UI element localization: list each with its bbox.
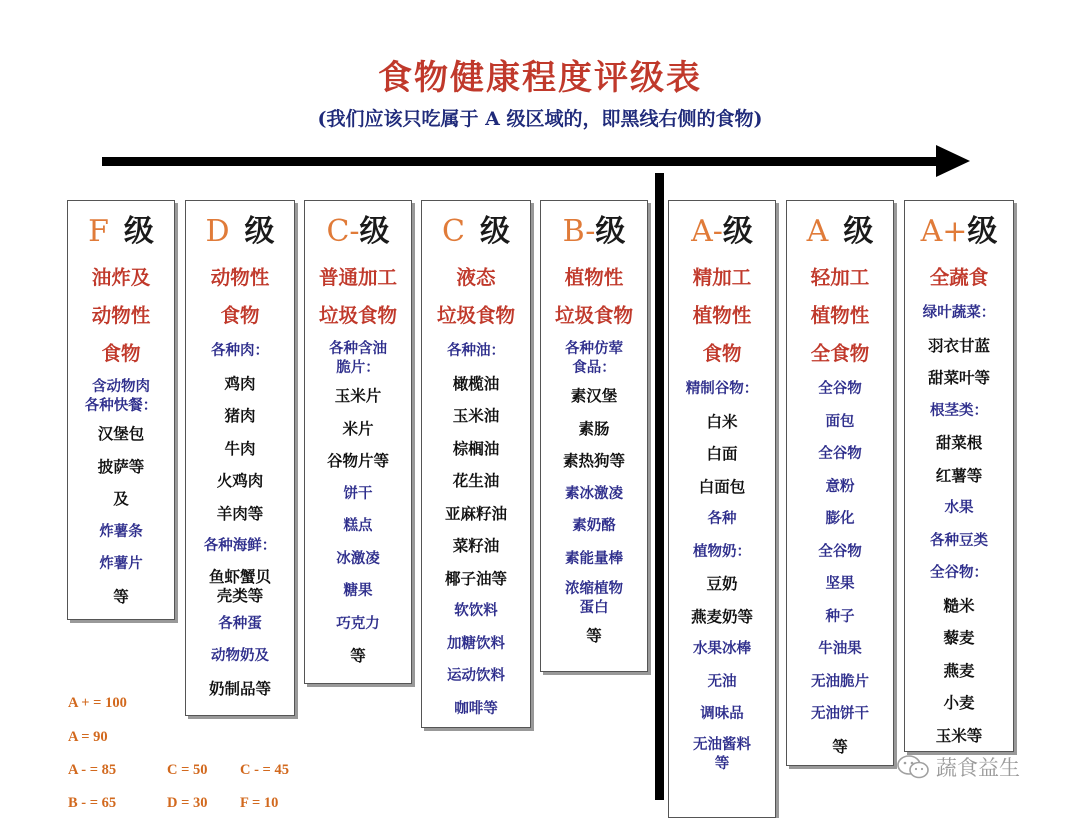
food-item: 燕麦 — [943, 660, 975, 680]
food-item: 花生油 — [452, 471, 500, 490]
grade-label — [186, 201, 294, 259]
watermark-text: 蔬食益生 — [936, 756, 1020, 780]
food-item: 鱼虾蟹贝 壳类等 — [208, 566, 271, 605]
food-item: 素汉堡 — [570, 386, 618, 405]
food-item: 藜麦 — [943, 628, 975, 647]
food-item: 糖果 — [343, 582, 373, 599]
food-item: 精制谷物： — [685, 380, 759, 397]
food-item: 白米 — [706, 411, 738, 431]
category-heading: 普通加工 — [318, 266, 397, 289]
food-item: 素奶酪 — [572, 517, 616, 534]
food-item: 米片 — [342, 418, 374, 438]
food-item: 菜籽油 — [452, 536, 500, 555]
food-item: 羽衣甘蓝 — [927, 335, 990, 355]
grade-letter: B- — [562, 214, 596, 249]
food-item: 玉米等 — [935, 725, 983, 745]
food-item: 种子 — [825, 607, 855, 625]
grade-letter: C- — [326, 214, 360, 249]
category-heading: 植物性 — [564, 266, 624, 289]
food-item: 椰子油等 — [444, 568, 507, 588]
category-heading: 食物 — [101, 342, 141, 365]
grade-column-b-minus — [540, 200, 648, 672]
food-item: 燕麦奶等 — [690, 606, 753, 626]
grade-ji: 级 — [722, 214, 753, 249]
grade-ji: 级 — [967, 214, 998, 249]
category-heading: 动物性 — [210, 266, 270, 289]
food-item: 全谷物 — [818, 542, 862, 560]
category-heading: 植物性 — [692, 304, 752, 327]
food-item: 炸薯片 — [99, 555, 143, 572]
watermark — [896, 752, 1020, 785]
food-item: 素能量棒 — [565, 549, 623, 567]
grade-column-a-minusplus — [904, 200, 1014, 752]
category-heading: 全蔬食 — [929, 266, 989, 289]
food-item: 鸡肉 — [224, 373, 256, 393]
grade-label — [68, 201, 174, 259]
food-item: 根茎类： — [930, 401, 988, 419]
food-item: 含动物肉 各种快餐： — [84, 378, 158, 414]
a-grade-divider-line — [655, 173, 664, 800]
food-item: 无油饼干 — [811, 705, 869, 722]
food-item: 素热狗等 — [562, 451, 625, 470]
food-item: 小麦 — [943, 693, 975, 712]
category-heading: 食物 — [220, 304, 260, 327]
category-heading: 全食物 — [810, 342, 870, 365]
food-item: 素肠 — [578, 418, 610, 438]
food-item: 无油脆片 — [811, 672, 869, 690]
grade-column-f — [67, 200, 175, 620]
category-heading: 油炸及 — [91, 266, 151, 289]
food-item: 面包 — [825, 412, 855, 430]
food-item: 素冰激凌 — [565, 484, 623, 502]
scale-a-plus: A + = 100 — [68, 695, 127, 711]
page-subtitle: (我们应该只吃属于 A 级区域的，即黑线右侧的食物) — [317, 108, 763, 130]
food-item: 甜菜叶等 — [927, 368, 990, 387]
scale-c: C = 50 — [167, 762, 208, 778]
food-item: 猪肉 — [224, 406, 256, 425]
food-item: 等 — [350, 646, 366, 665]
food-item: 无油 — [707, 672, 737, 690]
grade-letter: A+ — [920, 214, 968, 249]
food-item: 各种肉： — [211, 342, 269, 359]
grade-letter: F — [88, 214, 109, 249]
category-heading: 精加工 — [692, 266, 752, 289]
grade-label — [541, 201, 647, 259]
food-item: 动物奶及 — [211, 647, 269, 664]
grade-column-c-minus — [304, 200, 412, 684]
category-heading: 垃圾食物 — [318, 304, 397, 327]
category-heading: 食物 — [702, 342, 742, 365]
food-item: 各种含油 脆片： — [329, 340, 387, 376]
food-item: 水果 — [944, 499, 974, 516]
grade-ji: 级 — [843, 214, 874, 249]
food-item: 植物奶： — [693, 542, 751, 560]
food-item: 豆奶 — [706, 574, 738, 593]
category-heading: 垃圾食物 — [554, 304, 633, 327]
food-item: 棕榈油 — [452, 438, 500, 458]
food-item: 红薯等 — [935, 465, 983, 485]
food-item: 及 — [113, 489, 129, 508]
category-heading: 垃圾食物 — [436, 304, 515, 327]
food-item: 全谷物 — [818, 380, 862, 397]
grade-letter: A — [806, 214, 829, 249]
grade-column-a — [786, 200, 894, 766]
food-item: 炸薯条 — [99, 522, 143, 540]
category-heading: 植物性 — [810, 304, 870, 327]
food-item: 火鸡肉 — [216, 471, 264, 490]
food-item: 水果冰棒 — [693, 640, 751, 657]
food-item: 玉米油 — [452, 406, 500, 425]
food-item: 白面 — [706, 444, 738, 463]
page-title: 食物健康程度评级表 — [378, 58, 702, 98]
grade-ji: 级 — [244, 214, 275, 249]
food-item: 全谷物： — [930, 564, 988, 581]
health-arrow-line — [102, 157, 944, 166]
food-item: 坚果 — [825, 575, 855, 592]
grade-letter: A- — [691, 214, 723, 249]
food-item: 浓缩植物 蛋白 — [565, 580, 623, 616]
scale-d: D = 30 — [167, 795, 208, 811]
grade-column-c — [421, 200, 531, 728]
food-item: 橄榄油 — [452, 373, 500, 393]
scale-c-minus: C - = 45 — [240, 762, 289, 778]
food-item: 软饮料 — [454, 602, 498, 619]
scale-b-minus: B - = 65 — [68, 795, 117, 811]
food-item: 玉米片 — [334, 386, 382, 405]
grade-letter: C — [442, 214, 465, 249]
grade-label — [422, 201, 530, 259]
food-item: 加糖饮料 — [447, 634, 505, 652]
food-item: 等 — [113, 586, 129, 606]
food-item: 各种海鲜： — [203, 537, 277, 554]
food-item: 等 — [832, 736, 848, 756]
food-item: 等 — [586, 626, 602, 645]
food-item: 饼干 — [343, 484, 373, 502]
grade-column-d — [185, 200, 295, 716]
food-item: 绿叶蔬菜： — [922, 304, 996, 321]
wechat-icon — [896, 754, 932, 785]
grade-label — [905, 201, 1013, 259]
food-item: 膨化 — [825, 510, 855, 527]
food-item: 各种油： — [447, 342, 505, 359]
food-item: 巧克力 — [336, 614, 380, 632]
food-item: 冰激凌 — [336, 549, 380, 567]
food-item: 调味品 — [700, 705, 744, 722]
food-item: 全谷物 — [818, 445, 862, 462]
food-item: 亚麻籽油 — [444, 503, 507, 523]
food-item: 白面包 — [698, 476, 746, 496]
food-item: 糙米 — [943, 595, 975, 615]
food-item: 各种蛋 — [218, 614, 262, 632]
category-heading: 液态 — [456, 266, 496, 289]
food-item: 牛油果 — [818, 640, 862, 657]
grade-label — [669, 201, 775, 259]
food-item: 各种仿荤 食品： — [565, 340, 623, 376]
food-item: 披萨等 — [97, 456, 145, 476]
grade-label — [305, 201, 411, 259]
food-item: 糕点 — [343, 517, 373, 534]
grade-ji: 级 — [479, 214, 510, 249]
grade-ji: 级 — [123, 214, 154, 249]
grade-ji: 级 — [595, 214, 626, 249]
grade-column-a-minus — [668, 200, 776, 818]
category-heading: 轻加工 — [810, 266, 870, 289]
food-item: 奶制品等 — [208, 678, 271, 698]
scale-a: A = 90 — [68, 729, 108, 745]
food-item: 甜菜根 — [935, 433, 983, 452]
food-item: 羊肉等 — [216, 503, 264, 523]
scale-a-minus: A - = 85 — [68, 762, 117, 778]
food-item: 运动饮料 — [447, 667, 505, 684]
food-item: 牛肉 — [224, 438, 256, 458]
food-item: 各种 — [707, 510, 737, 527]
category-heading: 动物性 — [91, 304, 151, 327]
food-item: 无油酱料 等 — [693, 735, 751, 772]
food-item: 汉堡包 — [97, 424, 145, 443]
health-arrow-head — [936, 145, 970, 177]
food-item: 各种豆类 — [930, 531, 988, 549]
food-item: 谷物片等 — [326, 451, 389, 470]
grade-label — [787, 201, 893, 259]
grade-letter: D — [205, 214, 230, 249]
scale-f: F = 10 — [240, 795, 279, 811]
food-item: 意粉 — [825, 477, 855, 495]
grade-ji: 级 — [359, 214, 390, 249]
food-item: 咖啡等 — [454, 699, 498, 717]
